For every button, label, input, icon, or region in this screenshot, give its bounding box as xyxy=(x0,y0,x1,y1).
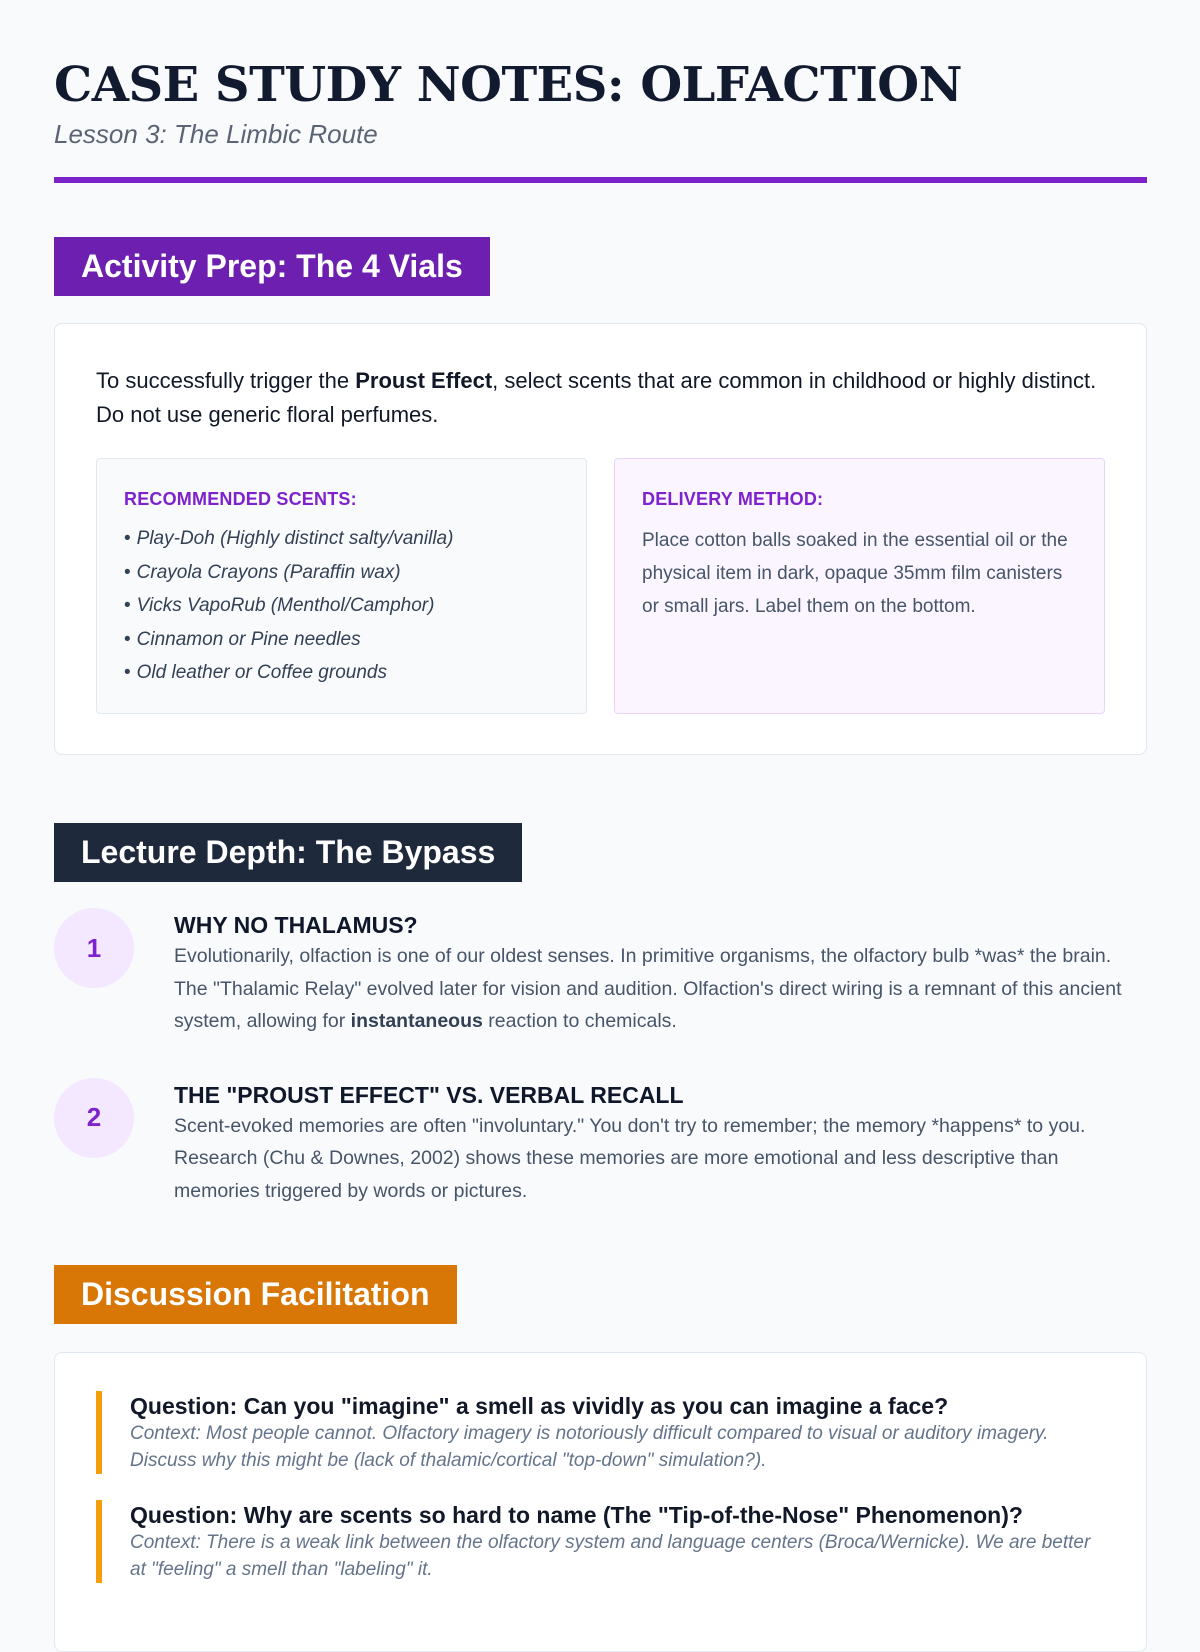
point-text: Scent-evoked memories are often "involuntary." You don't try to remember; the memory *happens* to you. Research (Chu & Downes, 2002) shows these memories are more emotional and less descriptive than memories triggered by words or pictures. xyxy=(174,1114,1086,1202)
list-item: • Cinnamon or Pine needles xyxy=(124,623,559,657)
list-item: • Crayola Crayons (Paraffin wax) xyxy=(124,556,559,590)
point-body xyxy=(174,908,1134,1038)
scent-list xyxy=(124,522,559,690)
question-title: Question: Can you "imagine" a smell as vividly as you can imagine a face? xyxy=(130,1393,949,1419)
point-title: THE "PROUST EFFECT" VS. VERBAL RECALL xyxy=(174,1081,684,1108)
list-item: • Play-Doh (Highly distinct salty/vanilla) xyxy=(124,522,559,556)
activity-prep-card xyxy=(54,323,1147,755)
question-title: Question: Why are scents so hard to name (The "Tip-of-the-Nose" Phenomenon)? xyxy=(130,1502,1023,1528)
point-number-badge: 2 xyxy=(54,1078,134,1158)
point-number-badge: 1 xyxy=(54,908,134,988)
point-body xyxy=(174,1078,1134,1208)
point-title: WHY NO THALAMUS? xyxy=(174,912,418,938)
proust-effect-emphasis: Proust Effect xyxy=(355,368,493,393)
delivery-method-box xyxy=(614,458,1105,714)
recommended-scents-box xyxy=(96,458,587,714)
discussion-section xyxy=(54,1265,1146,1652)
question-context: Context: There is a weak link between the olfactory system and language centers (Broca/Wernicke). We are better at "feeling" a smell than "labeling" it. xyxy=(130,1532,1091,1580)
delivery-method-title: DELIVERY METHOD: xyxy=(642,489,824,509)
recommended-scents-title: RECOMMENDED SCENTS: xyxy=(124,489,357,509)
question-context: Context: Most people cannot. Olfactory imagery is notoriously difficult compared to visual or auditory imagery. Discuss why this might be (lack of thalamic/cortical "top-down" simulation?). xyxy=(130,1423,1049,1471)
list-item: • Vicks VapoRub (Menthol/Camphor) xyxy=(124,589,559,623)
list-item: • Old leather or Coffee grounds xyxy=(124,656,559,690)
header-divider xyxy=(54,177,1147,183)
lecture-point xyxy=(54,908,1146,1038)
discussion-question xyxy=(96,1500,1105,1583)
activity-intro: To successfully trigger the Proust Effect, select scents that are common in childhood or highly distinct. Do not use generic floral perfumes. xyxy=(96,368,1097,427)
page-subtitle: Lesson 3: The Limbic Route xyxy=(54,119,378,149)
discussion-card xyxy=(54,1352,1147,1652)
lecture-section xyxy=(54,823,1146,1207)
delivery-method-text: Place cotton balls soaked in the essential oil or the physical item in dark, opaque 35mm film canisters or small jars. Label them on the bottom. xyxy=(642,530,1068,617)
lecture-point xyxy=(54,1078,1146,1208)
discussion-question xyxy=(96,1391,1105,1474)
section-heading-lecture-depth: Lecture Depth: The Bypass xyxy=(54,823,522,882)
page-title: CASE STUDY NOTES: OLFACTION xyxy=(54,57,962,113)
prep-boxes xyxy=(96,458,1105,714)
instantaneous-emphasis: instantaneous xyxy=(350,1010,483,1032)
point-text: Evolutionarily, olfaction is one of our oldest senses. In primitive organisms, the olfactory bulb *was* the brain. The "Thalamic Relay" evolved later for vision and audition. Olfaction's direct wiring is a remnant of this ancient system, allowing for instantaneous reaction to chemicals. xyxy=(174,945,1122,1032)
section-heading-activity-prep: Activity Prep: The 4 Vials xyxy=(54,237,490,296)
section-heading-discussion: Discussion Facilitation xyxy=(54,1265,457,1324)
